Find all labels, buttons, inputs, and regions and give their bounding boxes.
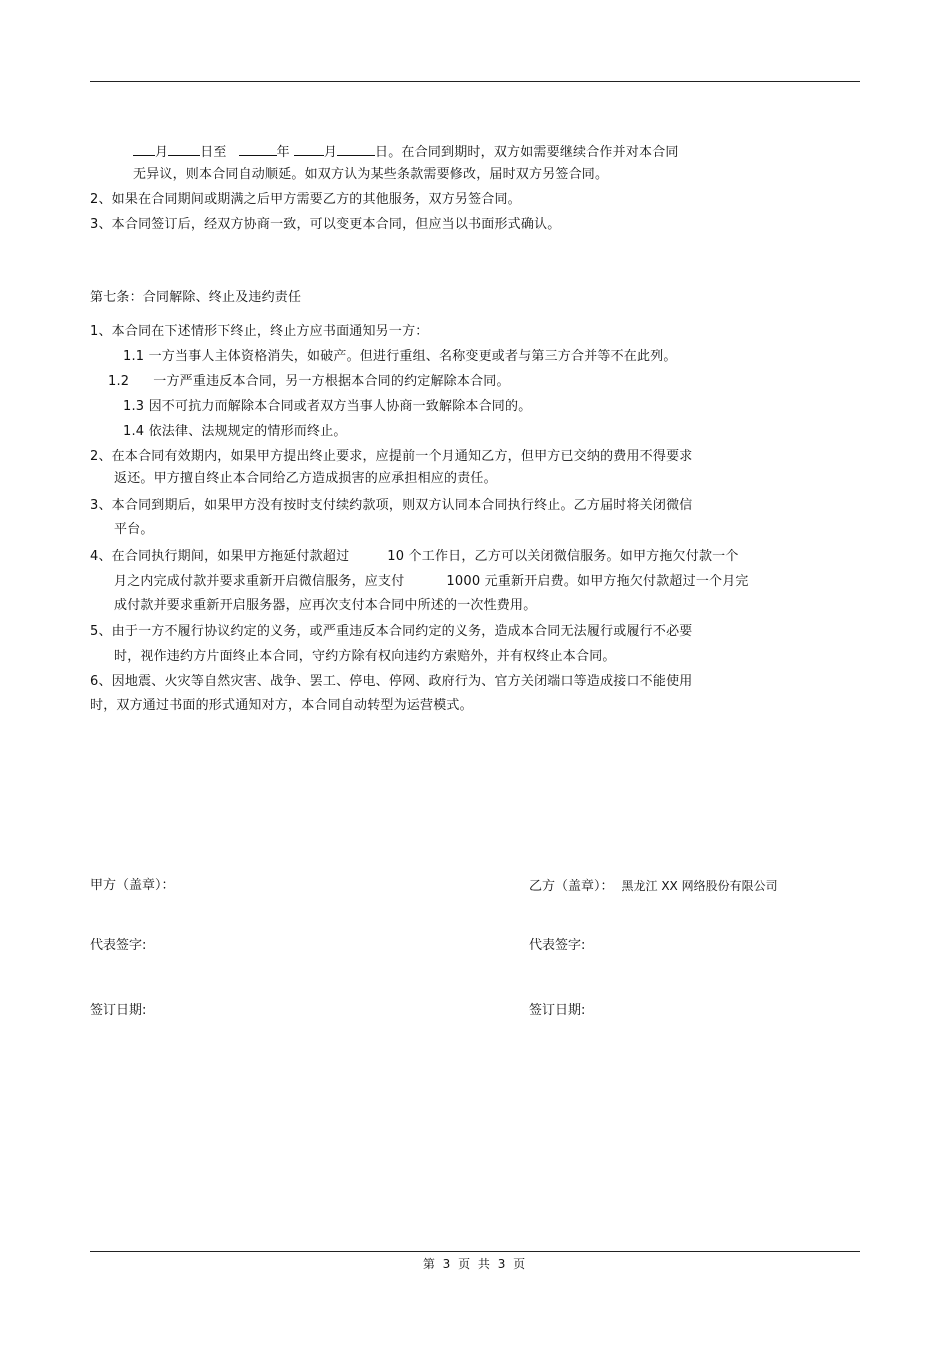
- party-a-seal-label: 甲方（盖章）：: [90, 878, 175, 893]
- paragraph-line: 无异议，则本合同自动顺延。如双方认为某些条款需要修改，届时双方另签合同。: [133, 167, 609, 182]
- clause-1-3: 1.3 因不可抗力而解除本合同或者双方当事人协商一致解除本合同的。: [123, 399, 532, 414]
- text-day-to: 日至: [200, 145, 227, 160]
- clause-text: 一方严重违反本合同，另一方根据本合同的约定解除本合同。: [153, 374, 510, 389]
- clause-1-4: 1.4 依法律、法规规定的情形而终止。: [123, 424, 347, 439]
- clause-text: 月之内完成付款并要求重新开启微信服务，应支付: [114, 574, 405, 589]
- clause-text: 1000 元重新开启费。如甲方拖欠付款超过一个月完: [446, 574, 749, 589]
- blank-field: [294, 142, 324, 156]
- paragraph-line: 2、如果在合同期间或期满之后甲方需要乙方的其他服务，双方另签合同。: [90, 192, 521, 207]
- clause-3: 3、本合同到期后，如果甲方没有按时支付续约款项，则双方认同本合同执行终止。乙方届时将关闭微信: [90, 498, 693, 513]
- text-year: 年: [276, 145, 290, 160]
- clause-2-cont: 返还。甲方擅自终止本合同给乙方造成损害的应承担相应的责任。: [114, 471, 497, 486]
- party-b-company-name: 黑龙江 XX 网络股份有限公司: [621, 879, 778, 893]
- blank-field: [168, 142, 200, 156]
- clause-text: 4、在合同执行期间，如果甲方拖延付款超过: [90, 549, 350, 564]
- clause-1-2: [108, 374, 510, 390]
- clause-4: [90, 549, 739, 565]
- article-heading: 第七条：合同解除、终止及违约责任: [90, 290, 302, 305]
- party-b-rep-signature-label: 代表签字:: [529, 938, 586, 953]
- party-a-sign-date-label: 签订日期:: [90, 1003, 147, 1018]
- clause-6: 6、因地震、火灾等自然灾害、战争、罢工、停电、停网、政府行为、官方关闭端口等造成接口不能使用: [90, 674, 693, 689]
- clause-3-cont: 平台。: [114, 522, 154, 537]
- term-dates-line: [133, 142, 679, 161]
- blank-field: [133, 142, 155, 156]
- clause-4-cont: 成付款并要求重新开启服务器，应再次支付本合同中所述的一次性费用。: [114, 598, 537, 613]
- clause-number: 1.2: [108, 374, 130, 389]
- text-month: 月: [323, 145, 338, 160]
- page-number: 第 3 页 共 3 页: [422, 1257, 528, 1271]
- text-day-end: 日。在合同到期时，双方如需要继续合作并对本合同: [375, 145, 679, 160]
- footer-rule: [90, 1251, 860, 1252]
- clause-2: 2、在本合同有效期内，如果甲方提出终止要求，应提前一个月通知乙方，但甲方已交纳的费用不得要求: [90, 449, 693, 464]
- blank-field: [337, 142, 375, 156]
- party-b-sign-date-label: 签订日期:: [529, 1003, 586, 1018]
- party-b-seal-line: [529, 878, 778, 895]
- clause-1: 1、本合同在下述情形下终止，终止方应书面通知另一方：: [90, 324, 429, 339]
- party-b-seal-label: 乙方（盖章）：: [529, 879, 614, 894]
- clause-1-1: 1.1 一方当事人主体资格消失，如破产。但进行重组、名称变更或者与第三方合并等不在此列。: [123, 349, 677, 364]
- clause-5: 5、由于一方不履行协议约定的义务，或严重违反本合同约定的义务，造成本合同无法履行或履行不必要: [90, 624, 693, 639]
- clause-5-cont: 时，视作违约方片面终止本合同，守约方除有权向违约方索赔外，并有权终止本合同。: [114, 649, 616, 664]
- header-rule: [90, 81, 860, 82]
- party-a-rep-signature-label: 代表签字:: [90, 938, 147, 953]
- paragraph-line: 3、本合同签订后，经双方协商一致，可以变更本合同，但应当以书面形式确认。: [90, 217, 561, 232]
- blank-field: [239, 142, 277, 156]
- clause-4-cont: [114, 574, 749, 590]
- clause-text: 10 个工作日，乙方可以关闭微信服务。如甲方拖欠付款一个: [387, 549, 739, 564]
- clause-6-cont: 时，双方通过书面的形式通知对方，本合同自动转型为运营模式。: [90, 698, 473, 713]
- text-month: 月: [155, 145, 169, 160]
